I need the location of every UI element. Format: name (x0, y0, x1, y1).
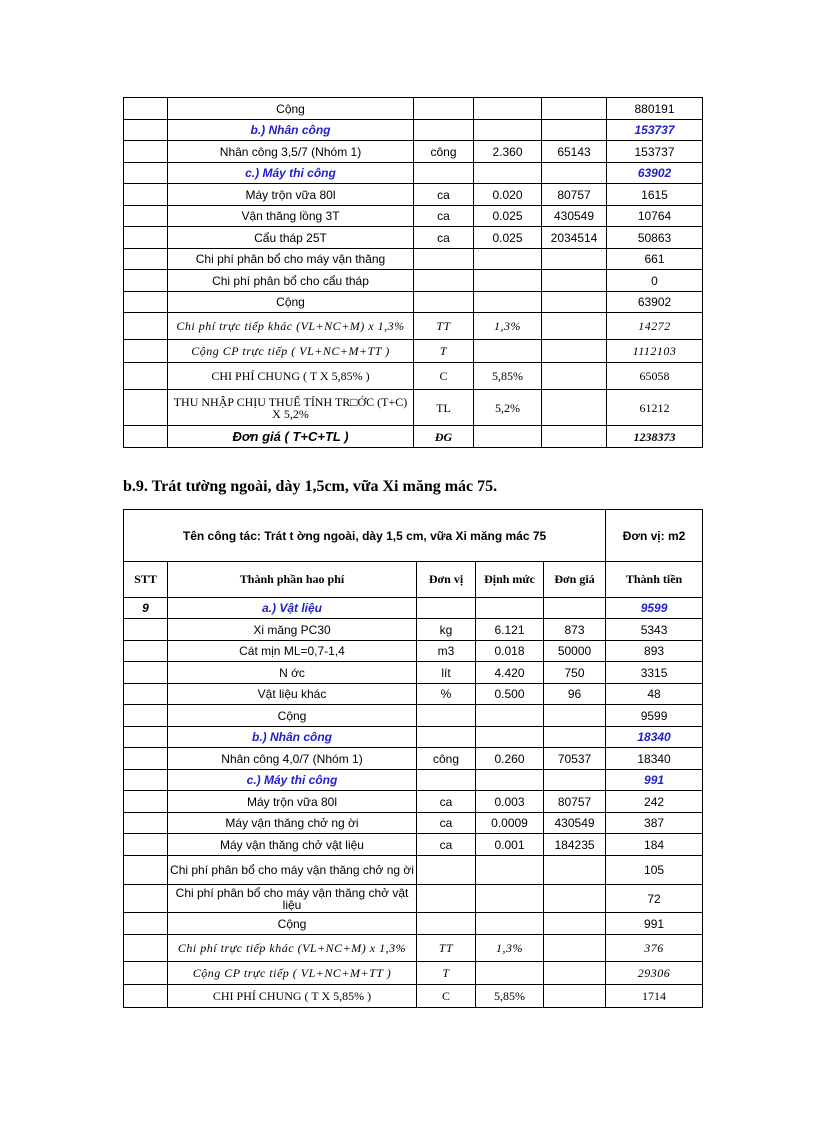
cell-stt (124, 206, 168, 227)
cell-price: 80757 (542, 184, 607, 206)
cell-name: Nhân công 3,5/7 (Nhóm 1) (168, 141, 414, 163)
cell-price (544, 727, 606, 748)
cell-price: 430549 (542, 206, 607, 227)
cell-norm (474, 163, 542, 184)
table-row (124, 705, 703, 727)
cell-name: CHI PHÍ CHUNG ( T X 5,85% ) (168, 363, 414, 390)
table-row (124, 856, 703, 885)
cell-name: b.) Nhân công (168, 727, 417, 748)
cell-norm: 0.0009 (476, 813, 544, 834)
cell-unit (414, 120, 474, 141)
cell-unit: ca (417, 834, 476, 856)
cell-norm (474, 249, 542, 270)
cell-price (544, 935, 606, 962)
cell-price: 50000 (544, 641, 606, 662)
cell-name: c.) Máy thi công (168, 770, 417, 791)
cost-table-1 (123, 97, 703, 448)
cell-unit: % (417, 684, 476, 705)
header-norm: Định mức (476, 562, 544, 598)
cell-norm: 2.360 (474, 141, 542, 163)
cell-stt (124, 184, 168, 206)
cell-stt (124, 641, 168, 662)
cell-name: a.) Vật liệu (168, 598, 417, 619)
table-row (124, 340, 703, 363)
cell-stt (124, 748, 168, 770)
table-row (124, 641, 703, 662)
cell-unit: T (414, 340, 474, 363)
cell-name: Chi phí phân bổ cho máy vận thăng chở ng ời (168, 856, 417, 885)
unit-label: Đơn vị: m2 (606, 510, 703, 562)
cell-name: Máy trộn vữa 80l (168, 791, 417, 813)
cell-stt (124, 292, 168, 313)
cell-price: 65143 (542, 141, 607, 163)
cell-name: Chi phí trực tiếp khác (VL+NC+M) x 1,3% (168, 313, 414, 340)
cell-name: Cộng (168, 913, 417, 935)
cell-stt (124, 935, 168, 962)
cell-price (544, 705, 606, 727)
cell-price (544, 962, 606, 985)
cell-unit: TT (417, 935, 476, 962)
cell-stt (124, 705, 168, 727)
cell-amount: 184 (606, 834, 703, 856)
cell-amount: 61212 (607, 390, 703, 426)
cell-amount: 880191 (607, 98, 703, 120)
cell-unit: m3 (417, 641, 476, 662)
header-price: Đơn giá (544, 562, 606, 598)
cell-unit (417, 885, 476, 913)
cell-norm (476, 913, 544, 935)
cell-price (542, 313, 607, 340)
cell-stt (124, 770, 168, 791)
cell-name: Chi phí phân bổ cho cẩu tháp (168, 270, 414, 292)
cell-amount: 991 (606, 913, 703, 935)
table-row (124, 313, 703, 340)
cell-unit (417, 856, 476, 885)
cell-norm (476, 598, 544, 619)
cell-stt (124, 98, 168, 120)
cell-stt (124, 834, 168, 856)
cell-name: Xi măng PC30 (168, 619, 417, 641)
cell-price (542, 120, 607, 141)
cell-norm: 0.018 (476, 641, 544, 662)
table-row (124, 292, 703, 313)
table-title-row (124, 510, 703, 562)
cell-amount: 29306 (606, 962, 703, 985)
cell-price (542, 163, 607, 184)
table-row (124, 98, 703, 120)
table-row (124, 770, 703, 791)
cell-price (542, 98, 607, 120)
cell-name: Cộng CP trực tiếp ( VL+NC+M+TT ) (168, 340, 414, 363)
cell-norm (474, 120, 542, 141)
cell-name: c.) Máy thi công (168, 163, 414, 184)
header-stt: STT (124, 562, 168, 598)
cell-unit: TL (414, 390, 474, 426)
cell-unit: C (414, 363, 474, 390)
cell-stt (124, 684, 168, 705)
cell-amount: 18340 (606, 748, 703, 770)
cell-amount: 3315 (606, 662, 703, 684)
cell-norm: 5,2% (474, 390, 542, 426)
cell-norm (474, 98, 542, 120)
cell-stt (124, 985, 168, 1008)
cell-stt (124, 340, 168, 363)
cell-norm: 5,85% (476, 985, 544, 1008)
cell-amount: 661 (607, 249, 703, 270)
cell-stt (124, 270, 168, 292)
cell-price (542, 426, 607, 448)
cell-stt (124, 390, 168, 426)
table-row (124, 935, 703, 962)
cell-norm: 0.020 (474, 184, 542, 206)
cell-price (542, 249, 607, 270)
cell-name: Cẩu tháp 25T (168, 227, 414, 249)
cell-name: CHI PHÍ CHUNG ( T X 5,85% ) (168, 985, 417, 1008)
cell-norm: 0.003 (476, 791, 544, 813)
cell-unit: lít (417, 662, 476, 684)
table-row (124, 748, 703, 770)
cell-price (542, 390, 607, 426)
header-amount: Thành tiền (606, 562, 703, 598)
cell-price (544, 598, 606, 619)
cell-unit: C (417, 985, 476, 1008)
cell-unit: công (417, 748, 476, 770)
cell-price (542, 340, 607, 363)
cell-amount: 376 (606, 935, 703, 962)
cell-unit (417, 727, 476, 748)
cell-price (544, 885, 606, 913)
cell-price (542, 292, 607, 313)
cell-norm (476, 705, 544, 727)
cell-amount: 14272 (607, 313, 703, 340)
table-row (124, 913, 703, 935)
cell-price: 70537 (544, 748, 606, 770)
cell-unit: ca (414, 184, 474, 206)
cell-amount: 9599 (606, 598, 703, 619)
cell-norm (474, 270, 542, 292)
cell-unit: ĐG (414, 426, 474, 448)
cell-amount: 1714 (606, 985, 703, 1008)
cell-name: Chi phí phân bổ cho máy vận thăng chở vật liệu (168, 885, 417, 913)
cell-norm: 4.420 (476, 662, 544, 684)
cell-amount: 387 (606, 813, 703, 834)
cell-stt: 9 (124, 598, 168, 619)
cell-norm: 1,3% (474, 313, 542, 340)
cell-amount: 65058 (607, 363, 703, 390)
table-row (124, 598, 703, 619)
table-row (124, 426, 703, 448)
cell-price (542, 270, 607, 292)
cell-unit (417, 705, 476, 727)
cell-name: b.) Nhân công (168, 120, 414, 141)
cell-price (544, 856, 606, 885)
cell-stt (124, 249, 168, 270)
cell-amount: 1615 (607, 184, 703, 206)
cell-amount: 10764 (607, 206, 703, 227)
cell-name: Cộng CP trực tiếp ( VL+NC+M+TT ) (168, 962, 417, 985)
cell-stt (124, 426, 168, 448)
cell-norm: 1,3% (476, 935, 544, 962)
cell-amount: 153737 (607, 141, 703, 163)
cell-price: 96 (544, 684, 606, 705)
cell-stt (124, 141, 168, 163)
cell-name: Cộng (168, 705, 417, 727)
cell-amount: 18340 (606, 727, 703, 748)
cell-stt (124, 856, 168, 885)
cell-amount: 153737 (607, 120, 703, 141)
cell-stt (124, 163, 168, 184)
cell-unit: T (417, 962, 476, 985)
table-row (124, 662, 703, 684)
cell-stt (124, 962, 168, 985)
cell-amount: 1112103 (607, 340, 703, 363)
cell-name: Nhân công 4,0/7 (Nhóm 1) (168, 748, 417, 770)
cell-unit: TT (414, 313, 474, 340)
cell-amount: 9599 (606, 705, 703, 727)
cell-unit: ca (417, 791, 476, 813)
cell-name: Máy vận thăng chở vật liệu (168, 834, 417, 856)
table-row (124, 163, 703, 184)
cell-norm (476, 856, 544, 885)
cell-stt (124, 363, 168, 390)
cell-amount: 105 (606, 856, 703, 885)
table-row (124, 270, 703, 292)
header-name: Thành phần hao phí (168, 562, 417, 598)
cell-norm (476, 727, 544, 748)
table-row (124, 206, 703, 227)
cell-name: Máy trộn vữa 80l (168, 184, 414, 206)
cell-price: 750 (544, 662, 606, 684)
cell-amount: 991 (606, 770, 703, 791)
cell-name: Cát mịn ML=0,7-1,4 (168, 641, 417, 662)
cell-price (544, 913, 606, 935)
cell-unit (414, 292, 474, 313)
cell-amount: 50863 (607, 227, 703, 249)
cell-stt (124, 619, 168, 641)
cell-stt (124, 120, 168, 141)
cell-price: 873 (544, 619, 606, 641)
cell-amount: 893 (606, 641, 703, 662)
cell-price: 184235 (544, 834, 606, 856)
cell-stt (124, 227, 168, 249)
cell-norm: 0.001 (476, 834, 544, 856)
section-heading: b.9. Trát tường ngoài, dày 1,5cm, vữa Xi măng mác 75. (123, 478, 498, 495)
cell-stt (124, 791, 168, 813)
cell-unit: ca (414, 206, 474, 227)
cell-stt (124, 885, 168, 913)
table-row (124, 120, 703, 141)
cell-norm: 6.121 (476, 619, 544, 641)
table-row (124, 390, 703, 426)
cell-stt (124, 313, 168, 340)
cell-unit: kg (417, 619, 476, 641)
cell-stt (124, 913, 168, 935)
cell-amount: 63902 (607, 163, 703, 184)
cell-unit (414, 98, 474, 120)
cell-name: THU NHẬP CHỊU THUẾ TÍNH TR□ỚC (T+C) X 5,2% (168, 390, 414, 426)
cost-table-2 (123, 509, 703, 1008)
table-row (124, 727, 703, 748)
cell-amount: 72 (606, 885, 703, 913)
cell-norm (476, 962, 544, 985)
table-row (124, 184, 703, 206)
cell-price (544, 985, 606, 1008)
table-row (124, 227, 703, 249)
cell-name: Chi phí trực tiếp khác (VL+NC+M) x 1,3% (168, 935, 417, 962)
cell-name: Máy vận thăng chở ng ời (168, 813, 417, 834)
cell-amount: 0 (607, 270, 703, 292)
cell-stt (124, 662, 168, 684)
cell-norm (476, 885, 544, 913)
cell-unit (414, 163, 474, 184)
cell-name: Vật liệu khác (168, 684, 417, 705)
cell-unit: ca (414, 227, 474, 249)
table-row (124, 684, 703, 705)
cell-norm (474, 292, 542, 313)
cell-amount: 242 (606, 791, 703, 813)
cell-norm: 0.500 (476, 684, 544, 705)
cell-unit (417, 598, 476, 619)
cell-amount: 48 (606, 684, 703, 705)
cell-unit (417, 913, 476, 935)
table-header-row (124, 562, 703, 598)
cell-norm: 5,85% (474, 363, 542, 390)
cell-name: Chi phí phân bổ cho máy vận thăng (168, 249, 414, 270)
cell-norm (476, 770, 544, 791)
cell-norm: 0.260 (476, 748, 544, 770)
cell-norm: 0.025 (474, 206, 542, 227)
cell-price: 2034514 (542, 227, 607, 249)
table-row (124, 962, 703, 985)
cell-amount: 1238373 (607, 426, 703, 448)
table-row (124, 619, 703, 641)
table-row (124, 141, 703, 163)
cell-name: Vận thăng lồng 3T (168, 206, 414, 227)
cell-stt (124, 727, 168, 748)
cell-price (542, 363, 607, 390)
cell-unit: công (414, 141, 474, 163)
table-row (124, 834, 703, 856)
cell-name: Cộng (168, 98, 414, 120)
table-row (124, 363, 703, 390)
table-row (124, 885, 703, 913)
cell-unit: ca (417, 813, 476, 834)
cell-norm (474, 340, 542, 363)
cell-price: 430549 (544, 813, 606, 834)
cell-unit (414, 270, 474, 292)
cell-norm: 0.025 (474, 227, 542, 249)
header-unit: Đơn vị (417, 562, 476, 598)
cell-amount: 63902 (607, 292, 703, 313)
cell-amount: 5343 (606, 619, 703, 641)
table-row (124, 985, 703, 1008)
table-row (124, 791, 703, 813)
cell-norm (474, 426, 542, 448)
table-row (124, 249, 703, 270)
cell-name: N ớc (168, 662, 417, 684)
cell-name: Cộng (168, 292, 414, 313)
cell-unit (417, 770, 476, 791)
cell-price: 80757 (544, 791, 606, 813)
cell-name: Đơn giá ( T+C+TL ) (168, 426, 414, 448)
cell-stt (124, 813, 168, 834)
table-row (124, 813, 703, 834)
cell-unit (414, 249, 474, 270)
cell-price (544, 770, 606, 791)
work-title: Tên công tác: Trát t ờng ngoài, dày 1,5 cm, vữa Xi măng mác 75 (124, 510, 606, 562)
